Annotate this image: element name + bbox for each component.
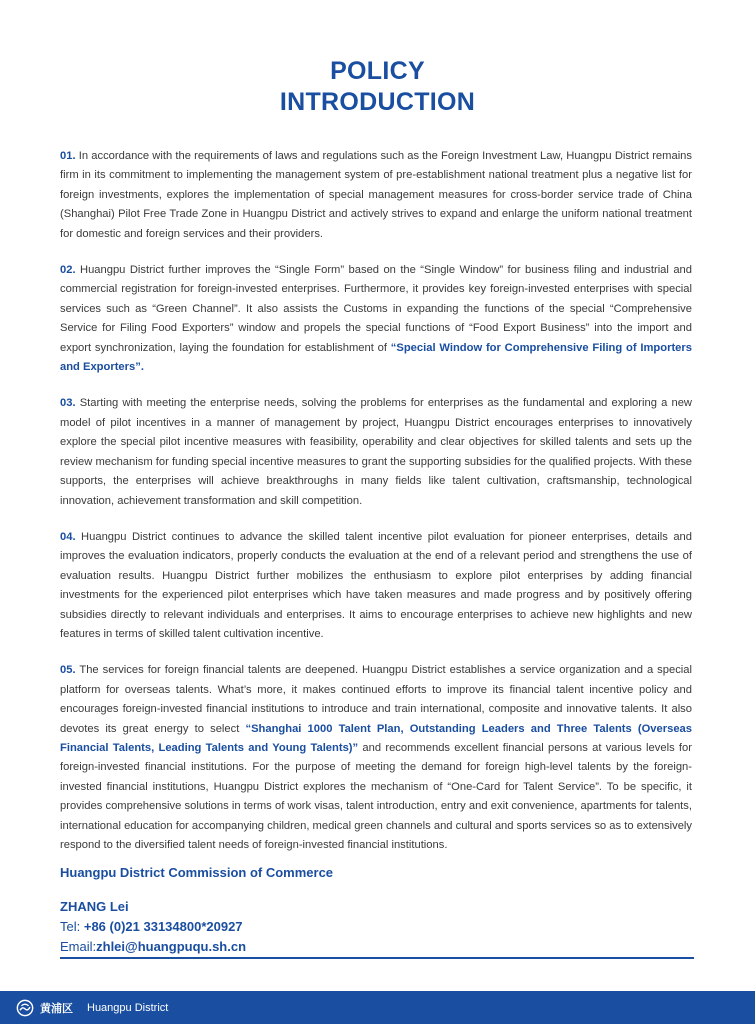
paragraph-number: 02. (60, 264, 76, 277)
district-logo-icon (16, 999, 34, 1017)
contact-email (60, 937, 694, 957)
title-line-1: POLICY (330, 57, 425, 85)
email-label: Email: (60, 939, 97, 954)
paragraph (60, 394, 692, 510)
contact-block (60, 863, 694, 957)
paragraph-text: Huangpu District further improves the “Single Form” based on the “Single Window” for business filing and industrial and commercial registration for foreign-invested enterprises. Furthermore, it provides key foreign-invested enterprises with special services such as “Green Channel”. It also assists the Customs in expanding the functions of the special “Comprehensive Service for Filing Food Exporters” window and propels the special functions of “Food Export Business” into the import and export synchronization, laying the foundation for establishment of (60, 264, 692, 354)
footer-cn-name: 黄浦区 (40, 1001, 73, 1015)
paragraph-number: 05. (60, 664, 76, 677)
contact-name: ZHANG Lei (60, 899, 129, 914)
paragraph-text: and recommends excellent financial persons at various levels for foreign-invested financial institutions. For the purpose of meeting the demand for foreign high-level talents by the foreign-invested financial institutions, Huangpu District explores the mechanism of “One-Card for Talent Service”. To be specific, it provides comprehensive solutions in terms of work visas, talent introduction, entry and exit convenience, apartments for talents, international education for accompanying children, medical green channels and cultural and sports services so as to extensively respond to the diversified talent needs of foreign-invested financial institutions. (60, 741, 692, 851)
paragraph (60, 528, 692, 644)
paragraph-text: Starting with meeting the enterprise needs, solving the problems for enterprises as the fundamental and exploring a new model of pilot incentives in a manner of management by project, Huangpu District encourages enterprises to innovatively explore the special pilot incentive measures with feasibility, operability and clear objectives for skilled talents and sets up the review mechanism for funding special incentive measures to grant the supporting subsidies for the qualified projects. With these supports, the enterprises will achieve breakthroughs in many fields like talent cultivation, craftsmanship, technological innovation, achievement transformation and skill competition. (60, 397, 692, 507)
paragraph-number: 04. (60, 530, 76, 543)
contact-tel (60, 917, 694, 937)
footer-en-name: Huangpu District (87, 1001, 169, 1014)
highlighted-text: “Shanghai 1000 Talent Plan, Outstanding Leaders and Three Talents (Overseas Financial Talents, Leading Talents and Young Talents)” (60, 722, 692, 754)
paragraph-text: The services for foreign financial talents are deepened. Huangpu District establishes a service organization and a special platform for overseas talents. What’s more, it makes continued efforts to improve its financial talent incentive policy and encourages foreign-invested financial institutions to introduce and train international, composite and innovative talents. It also devotes its great energy to select (60, 664, 692, 735)
organization-name: Huangpu District Commission of Commerce (60, 865, 334, 880)
paragraph (60, 661, 692, 855)
email-value[interactable]: zhlei@huangpuqu.sh.cn (96, 939, 247, 954)
tel-value[interactable]: +86 (0)21 33134800*20927 (83, 919, 243, 934)
paragraph (60, 261, 692, 377)
paragraph-text: In accordance with the requirements of laws and regulations such as the Foreign Investment Law, Huangpu District remains firm in its commitment to implementing the management system of pre-establishment national treatment plus a negative list for foreign investments, explores the implementation of special management measures for cross-border service trade of China (Shanghai) Pilot Free Trade Zone in Huangpu District and actively strives to expand and enlarge the uniform national treatment for domestic and foreign services and their providers. (60, 150, 692, 240)
footer-bar (0, 991, 755, 1024)
title-line-2: INTRODUCTION (279, 88, 476, 116)
divider (60, 957, 694, 959)
highlighted-text: “Special Window for Comprehensive Filing of Importers and Exporters”. (60, 341, 692, 374)
page-title (0, 56, 755, 118)
paragraph-number: 01. (60, 150, 76, 162)
tel-label: Tel: (60, 919, 81, 934)
paragraph-text: Huangpu District continues to advance the skilled talent incentive pilot evaluation for pioneer enterprises, details and improves the evaluation indicators, properly conducts the evaluation at the end of a relevant period and strengthens the use of evaluation results. Huangpu District further mobilizes the enthusiasm to explore pilot enterprises by adding financial investments for the experienced pilot enterprises which have taken measures and made progress and by positively offering subsidies directly to relevant individuals and enterprises. It aims to encourage enterprises to achieve new highlights and new features in terms of skilled talent cultivation incentive. (60, 530, 692, 640)
paragraph-number: 03. (60, 397, 76, 410)
paragraph (60, 147, 692, 244)
policy-body (60, 147, 692, 872)
